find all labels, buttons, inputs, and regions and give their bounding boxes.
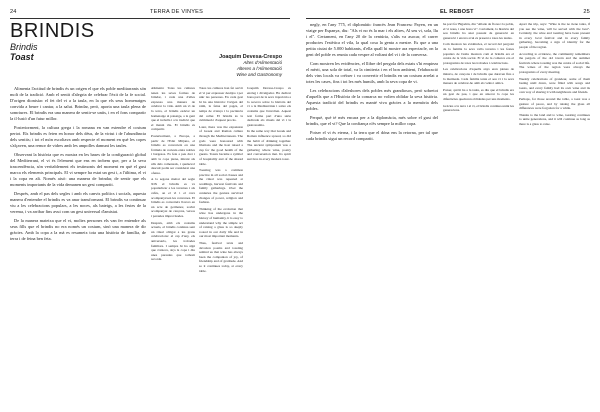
paragraph: Totes les cultures han fet servir el vi per expressar desitjos i per unir les persones. En cada gest hi ha una història: l'origen del raïm, la feina del pagès, el temps de criança i la paciència del celler. El brindis és la culminació d'aquest procés.: [199, 86, 243, 123]
right-section-label: EL REBOST: [440, 9, 474, 15]
article-subtitle-english: Toast: [10, 52, 34, 62]
article-title: BRINDIS: [10, 20, 95, 42]
author-byline: [219, 54, 282, 78]
paragraph: A la segona meitat del segle XIX el brindis es va popularitzar a les tavernes i als cafès, on el vi i el cava acompanyaven les converses. El brindis es converteix llavors en un acte de germanor, sovint acompanyat de cançons, versos i paraules improvisades.: [151, 177, 195, 219]
paragraph: Després, amb el pas dels segles i amb els canvis polítics i socials, aquesta manera d'entendre el brindis es va anar transformant. El brindis va continuar viu a les celebracions populars, a les noces, als bateigs, a les festes de la verema, i va arribar fins avui com un gest universal d'amistat.: [10, 191, 146, 214]
paragraph: negly, en l'any 775, el diplomàtic francès Jean Francesc Payen, en un viatge per Espanya, diu: "Als vi no és la mar i els altres, Al seu vi, sola, llu i el". Certament, en l'any 20 de la centúria, s'alts va asocar, el carrer productes l'estètica el vila, la qual cosa la genta a mestre. Es que a una petita ciutat de 5.000 habitants, d'ella quall hi mostre ara espectacle, on la gent del poble es reunia cada vespre al voltant del vi i de la conversa.: [306, 22, 438, 57]
paragraph: Com mostren les evidències, el record del pergolat de la família la seva vella taverna i les festes populars de l'estiu mostren com el brindis era el centre de la vida social. El vi de la comarca era el protagonista de totes les trobades i celebracions.: [443, 42, 514, 65]
paragraph: Apart the trip, says: "Wine is the no tiene tanta, if you see the wine, will be served with the best". Certainly, the wine and toasting have been present in every local festival and in every family gathering, becoming a sign of identity for the people of the region.: [519, 22, 590, 49]
paragraph: he port for Bigadón, diu "Allade de flores i la poble, el vi nous, i una bona vi". Certament, la història del seu brindis ha anat passant de generació en generació i encara avui és present a totes les taules.: [443, 22, 514, 40]
right-narrow-column-1: [443, 22, 514, 404]
catalan-narrow-column-3: [247, 86, 291, 404]
right-header-rule: [306, 18, 590, 19]
paragraph: Aliments: Totes les cultures tenen les seves formes de brindar, i cada una d'elles expressa una manera de celebrar la vida. Amb un vi de la terra, el brindis esdevé un homenatge al paisatge, a la gent que el treballa i a la tradició que el manté viu. El brindis és compartir.: [151, 86, 195, 132]
paragraph: Perhaps, for those around the table, a toast was a gesture of peace, and by raising the glass all differences were forgotten for a while.: [519, 96, 590, 111]
paragraph: Les celebracions d'aleshores dels pobles més grandiosos, però sobretot d'aquells que a l'Història de la comarca no volien oblidar la seva història. Aquesta tradició del brindis es manté viva gràcies a la memòria dels pobles.: [306, 88, 438, 111]
left-page-number: 24: [10, 9, 17, 15]
author-affiliation-1: Altes d'Alimentació: [243, 60, 282, 65]
author-affiliation-2: Alteres a l'Alimentació: [236, 66, 282, 71]
paragraph: Toasting was a common practice in all social classes and the ritual was repeated at weddings, harvest festivals and family gatherings. Over the centuries the gesture survived changes of power, religion and fashion.: [199, 168, 243, 205]
paragraph: De la manera mateixa que el vi, moltes persones els van fer entendre als seus fills que el brindis no era només un costum, sinó una manera de dir gràcies. Amb la copa a la mà es resumeix tota una història de família, de terra i de feina ben feta.: [10, 218, 146, 241]
paragraph: Posteriorment, la cultura grega i la romana en van estendre el costum pertot. Els brindis es feien en honor dels déus, de la virtut i de l'abundància dels sentits; i tot el món escoltava amb respecte el moment en què les copes s'alçaven, una remor de vidres amb les ampolles damunt les taules.: [10, 125, 146, 148]
article-subtitle-catalan: Brindis: [10, 42, 38, 52]
paragraph: Després, amb els costums actuals, el brindis continua sent un ritual obligat a les grans celebracions: el cap d'any, els aniversaris, les trobades familiars. I sempre hi ha algú que s'aixeca, alça la copa i diu unes paraules que tothom recorda.: [151, 220, 195, 262]
right-page-number: 25: [583, 9, 590, 15]
paragraph: Joaquim Devesa-Crespo és enòleg i divulgador. Ha dedicat bona part de la seva trajectòria a la recerca sobre la història del vi a la Mediterrània i sobre els costums que l'envolten. Aquest text forma part d'una sèrie dedicada als rituals del vi i la gastronomia.: [247, 86, 291, 127]
paragraph: Potser el vi és eterna, i la terra que el dóna ens la retorna, per tal que cada brindis sigui un record compartit.: [306, 130, 438, 141]
catalan-main-column: [10, 86, 146, 404]
right-main-column: [306, 22, 438, 404]
paragraph: Later, there was the expansion of Greek and Roman culture through the Mediterranean. The gods were honoured with libations and the host raised a cup for the good health of the guests. Toasts became a symbol of hospitality and of the shared table.: [199, 124, 243, 166]
paragraph: Les celebracions d'aquells anys eren plenes de música, de cançons i de brindis que duraven fins a la matinada. Cada família tenia el seu vi i la seva manera de celebrar-ho amb els veïns i amics.: [443, 67, 514, 86]
paragraph: Thanks to the land and to wine, toasting continues to unite generations, and it will continue as long as there is a glass to raise.: [519, 112, 590, 126]
paragraph: Weekly celebrations of grandeur, some of them lasting until dawn, were filled with songs and toasts, and every family had its own wine and its own way of sharing it with neighbours and friends.: [519, 76, 590, 95]
author-name: Joaquim Devesa-Crespo: [219, 54, 282, 60]
paragraph: Thinking of the evolution that wine has undergone in the history of humanity, it is easy to understand why the simple act of raising a glass is so deeply rooted in our daily life and in our most important moments.: [199, 206, 243, 239]
paragraph: In the same way that Greek and Roman influence spread, so did the habit of drinking together. The ancient symposium was a gathering where wine, poetry and conversation met. Its spirit survives in every modern toast.: [247, 129, 291, 161]
paragraph: Com mostren les evidències, el llibre del pergola dels estats s'hi empieza el mèrit, una sola de total, va la cimiteria i en el bon ambient, l'elaboració dels vins locals va créixer i va convertir el brindis en un costum arrelat a totes les cases, fins i tot les més humils, amb la seva copa de vi.: [306, 61, 438, 84]
catalan-narrow-column-2: [199, 86, 243, 404]
paragraph: Perquè, què té més encara per a la diplomàcia, més sobre el gust del brindis, que el vi? Que la confiança n'és sempre la millor copa.: [306, 115, 438, 126]
paragraph: Alimenta l'actitud de brindis és un origen el que els poble meditarranis són molt de la tradició. Amb el sentit d'alegria de celebrar l'èxit de la fe social. D'origen dionisíac el fet del vi a la taula, en la que els seus homenatges convida a beure i cantar, a la salut. Brindar, però, aporta una taula plena de somriures. El brindis era una manera de sentir-se units, i en el fons compartir la il·lusió d'un futur millor.: [10, 86, 146, 121]
right-narrow-column-2: [519, 22, 590, 404]
left-header-rule: [10, 18, 290, 19]
left-section-label: TERRA DE VINYES: [150, 9, 204, 15]
paragraph: Posteriorment, a Europa, a partir de l'Edat Mitjana, el brindis es converteix en una fórmula de cortesia entre nobles i burgesos. Es feia a peu dret i amb la copa plena, mirant als ulls dels comensals, i qualsevol descuit podia ser considerat una ofensa.: [151, 133, 195, 175]
catalan-narrow-column-1: [151, 86, 195, 404]
paragraph: Potser, qui hi ha a la taula, es diu que el brindis era un gest de pau, i que en aixecar la copa les diferències quedaven oblidades per uns moments.: [443, 87, 514, 101]
paragraph: Observant la història que es mostra en les bases de la configuració global del Mediterrani, el vi és l'element que ens en trobem que, per a la seva trascendència, són veritablement els testimonis del moment en què el gust marca els elements principals. El vi sempre ha estat un gest i, a l'última, el vi i la copa en alt. Només això: una manera de brindar, de sentir que els moments importants de la vida demanen un gest compartit.: [10, 152, 146, 187]
author-affiliation-3: Wine and Gastronomy: [236, 72, 282, 77]
paragraph: Thus, festival texts and devotion poems and toasting remind us that wine has always been the companion of joy, of friendship and of gratitude. And so it continues today, at every table.: [199, 241, 243, 273]
paragraph: Gràcies a la terra i al vi, el brindis continua unint les generacions.: [443, 103, 514, 113]
paragraph: According to evidence, the community remembers the pergola of the old tavern and the summer festivals where toasting was the centre of social life. The wines of the region were always the protagonists of every meeting.: [519, 51, 590, 74]
